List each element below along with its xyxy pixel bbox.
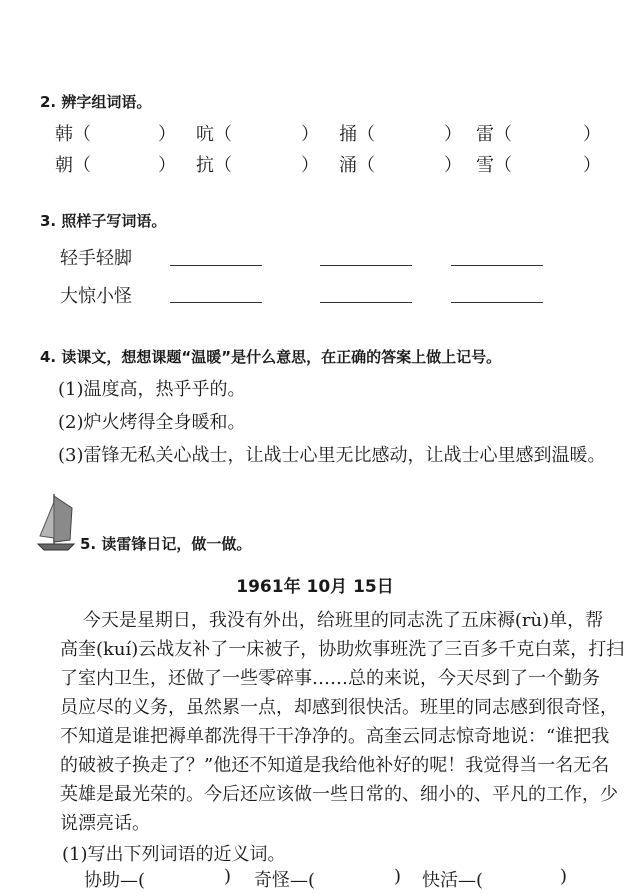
q2-paren-close: ） <box>158 155 176 176</box>
q2-paren-close: ） <box>583 124 601 145</box>
q2-char-hang: 吭（ <box>196 124 232 145</box>
q2-row-2 <box>55 151 615 177</box>
q5-sub1-row <box>84 866 604 892</box>
q3-example-1: 轻手轻脚 <box>60 248 132 269</box>
paren-close: ) <box>394 866 402 887</box>
q2-paren-close: ） <box>444 124 462 145</box>
q2-paren-close: ） <box>583 155 601 176</box>
q4-option-2[interactable]: (2)炉火烤得全身暖和。 <box>58 412 246 433</box>
q2-char-tong: 捅（ <box>339 124 375 145</box>
diary-line: 不知道是谁把褥单都洗得干干净净的。高奎云同志惊奇地说：“谁把我 <box>60 726 610 747</box>
q4-title: 4. 读课文，想想课题“温暖”是什么意思，在正确的答案上做上记号。 <box>40 348 502 366</box>
diary-text <box>60 606 624 838</box>
diary-line: 了室内卫生，还做了一些零碎事……总的来说，今天尽到了一个勤务 <box>60 668 600 689</box>
q3-blank-1-3[interactable] <box>451 265 543 266</box>
q3-blank-2-3[interactable] <box>451 302 543 303</box>
q2-title: 2. 辨字组词语。 <box>40 93 152 111</box>
q3-example-2: 大惊小怪 <box>60 286 132 307</box>
q3-blank-2-2[interactable] <box>320 302 412 303</box>
q5-sub1-title: (1)写出下列词语的近义词。 <box>62 844 286 865</box>
q4-option-3[interactable]: (3)雷锋无私关心战士，让战士心里无比感动，让战士心里感到温暖。 <box>58 445 606 466</box>
sailboat-icon <box>36 492 76 554</box>
q3-blank-1-2[interactable] <box>320 265 412 266</box>
q2-paren-close: ） <box>158 124 176 145</box>
q5-title: 5. 读雷锋日记，做一做。 <box>80 535 252 553</box>
synonym-xiezhu: 协助—( <box>84 870 146 891</box>
diary-date: 1961年 10月 15日 <box>236 577 394 597</box>
diary-line: 员应尽的义务，虽然累一点，却感到很快活。班里的同志感到很奇怪， <box>60 697 618 718</box>
diary-line: 今天是星期日，我没有外出，给班里的同志洗了五床褥(rù)单，帮 <box>60 610 604 631</box>
diary-line: 英雄是最光荣的。今后还应该做一些日常的、细小的、平凡的工作，少 <box>60 784 618 805</box>
q2-char-chao: 朝（ <box>55 155 91 176</box>
q2-paren-close: ） <box>301 155 319 176</box>
diary-line: 说漂亮话。 <box>60 813 150 834</box>
paren-close: ) <box>224 866 232 887</box>
synonym-qiguai: 奇怪—( <box>254 870 316 891</box>
q2-char-yong: 涌（ <box>339 155 375 176</box>
q2-paren-close: ） <box>444 155 462 176</box>
diary-line: 高奎(kuí)云战友补了一床被子，协助炊事班洗了三百多千克白菜，打扫 <box>60 639 625 660</box>
q2-row-1 <box>55 120 615 146</box>
q2-char-kang: 抗（ <box>196 155 232 176</box>
q2-char-lei: 雷（ <box>476 124 512 145</box>
q3-title: 3. 照样子写词语。 <box>40 212 167 230</box>
synonym-kuaihuo: 快活—( <box>422 870 484 891</box>
paren-close: ) <box>560 866 568 887</box>
q3-blank-2-1[interactable] <box>170 302 262 303</box>
diary-line: 的破被子换走了？”他还不知道是我给他补好的呢！我觉得当一名无名 <box>60 755 610 776</box>
q2-char-han: 韩（ <box>55 124 91 145</box>
q2-paren-close: ） <box>301 124 319 145</box>
q4-option-1[interactable]: (1)温度高，热乎乎的。 <box>58 379 246 400</box>
q3-blank-1-1[interactable] <box>170 265 262 266</box>
q2-char-xue: 雪（ <box>476 155 512 176</box>
